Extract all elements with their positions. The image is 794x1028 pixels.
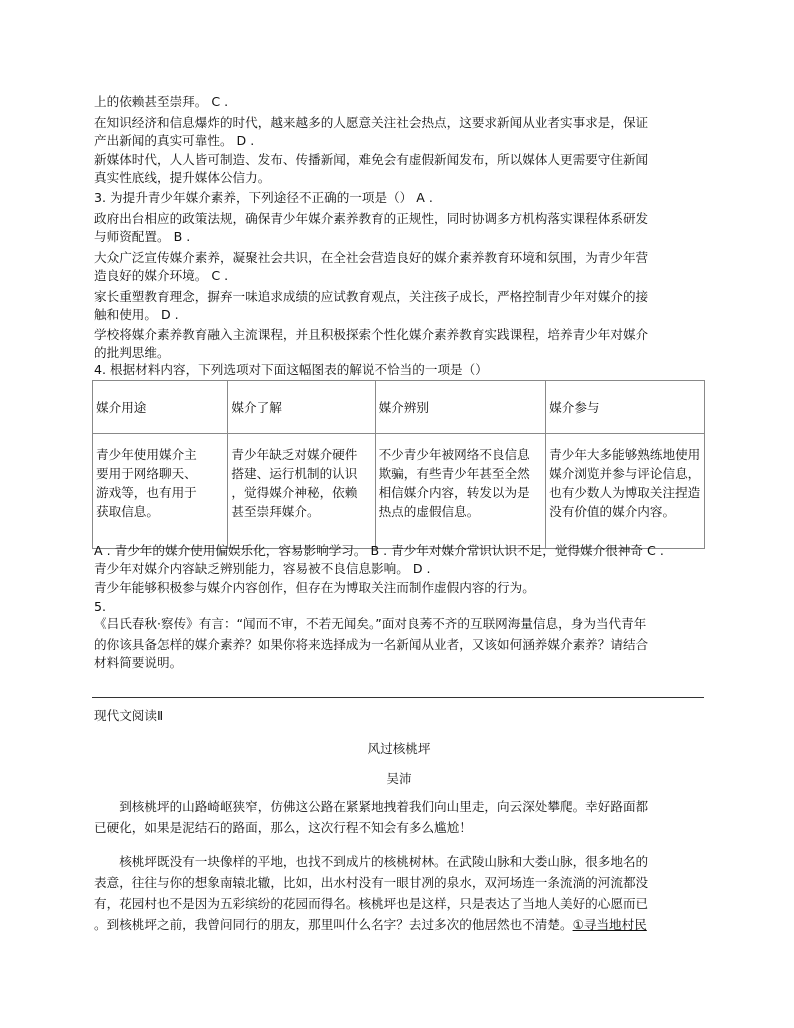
text-line: 在知识经济和信息爆炸的时代，越来越多的人愿意关注社会热点，这要求新闻从业者实事求是，保证 (94, 115, 649, 130)
media-literacy-table (92, 380, 705, 549)
cell-line: 青少年大多能够熟练地使用 (549, 447, 701, 462)
cell-line: 游戏等，也有用于 (96, 485, 197, 500)
question-5: 5. (94, 599, 107, 614)
cell-line: 要用于网络聊天、 (96, 466, 197, 481)
table-header: 媒介用途 (93, 381, 228, 434)
text-line: 造良好的媒介环境。 C . (94, 268, 229, 283)
paragraph-line: 核桃坪既没有一块像样的平地，也找不到成片的核桃树林。在武陵山脉和大娄山脉，很多地名的 (94, 854, 649, 869)
article-author: 吴沛 (386, 771, 412, 786)
table-cell (93, 434, 228, 549)
cell-line: 不少青少年被网络不良信息 (378, 447, 530, 462)
question-4: 4. 根据材料内容，下列选项对下面这幅图表的解说不恰当的一项是（） (94, 362, 488, 377)
paragraph-line: 有，花园村也不是因为五彩缤纷的花园而得名。核桃坪也是这样，只是表达了当地人美好的心愿而已 (94, 896, 649, 911)
text-line: 的批判思维。 (94, 345, 170, 360)
text-line: 触和使用。 D . (94, 307, 179, 322)
article-title: 风过核桃坪 (367, 741, 431, 756)
cell-line: 欺骗，有些青少年甚至全然 (378, 466, 530, 481)
cell-line: 青少年使用媒介主 (96, 447, 197, 462)
table-cell (375, 434, 546, 549)
text-line: 青少年对媒介内容缺乏辨别能力，容易被不良信息影响。 D . (94, 561, 431, 576)
cell-line: 也有少数人为博取关注捏造 (549, 485, 701, 500)
paragraph-line: 表意，往往与你的想象南辕北辙，比如，出水村没有一眼甘冽的泉水，双河场连一条流淌的河流都没 (94, 875, 649, 890)
answer-options: A . 青少年的媒介使用偏娱乐化，容易影响学习。 B . 青少年对媒介常识认识不足，觉得媒介很神奇 C . (94, 543, 664, 558)
option-d: 学校将媒介素养教育融入主流课程，并且积极探索个性化媒介素养教育实践课程，培养青少年对媒介 (94, 327, 649, 342)
table-header-row (93, 381, 705, 434)
table-row (93, 434, 705, 549)
section-title: 现代文阅读Ⅱ (94, 708, 164, 723)
table-header: 媒介辨别 (375, 381, 546, 434)
text-line: 上的依赖甚至崇拜。 C . (94, 94, 229, 109)
cell-line: 甚至崇拜媒介。 (231, 504, 320, 519)
cell-line: 没有价值的媒介内容。 (549, 504, 676, 519)
text-line: 的你该具备怎样的媒介素养？如果你将来选择成为一名新闻从业者，又该如何涵养媒介素养？请结合 (94, 637, 649, 652)
text-line: 材料简要说明。 (94, 655, 183, 670)
option-b: 大众广泛宣传媒介素养，凝聚社会共识，在全社会营造良好的媒介素养教育环境和氛围，为青少年营 (94, 250, 649, 265)
table-cell (546, 434, 705, 549)
underlined-text: ①寻当地村民 (572, 917, 647, 932)
question-3: 3. 为提升青少年媒介素养，下列途径不正确的一项是（） A . (94, 190, 433, 205)
paragraph-line (94, 917, 704, 933)
option-c: 家长重塑教育理念，摒弃一味追求成绩的应试教育观点，关注孩子成长，严格控制青少年对媒介的接 (94, 289, 649, 304)
text-line: 产出新闻的真实可靠性。 D . (94, 133, 255, 148)
text-line: 青少年能够积极参与媒介内容创作，但存在为博取关注而制作虚假内容的行为。 (94, 580, 535, 595)
table-header: 媒介了解 (228, 381, 375, 434)
cell-line: ，觉得媒介神秘，依赖 (231, 485, 358, 500)
cell-line: 媒介浏览并参与评论信息， (549, 466, 701, 481)
text-line: 真实性底线，提升媒体公信力。 (94, 170, 271, 185)
paragraph-text: 。到核桃坪之前，我曾问同行的朋友，那里叫什么名字？去过多次的他居然也不清楚。 (94, 917, 573, 932)
text-line: 与师资配置。 B . (94, 229, 191, 244)
table-header: 媒介参与 (546, 381, 705, 434)
text-line: 新媒体时代，人人皆可制造、发布、传播新闻，难免会有虚假新闻发布，所以媒体人更需要守住新闻 (94, 152, 649, 167)
paragraph-line: 到核桃坪的山路崎岖狭窄，仿佛这公路在紧紧地拽着我们向山里走，向云深处攀爬。幸好路面都 (94, 799, 649, 814)
cell-line: 热点的虚假信息。 (378, 504, 480, 519)
cell-line: 搭建、运行机制的认识 (231, 466, 358, 481)
section-divider (92, 697, 704, 698)
option-a: 政府出台相应的政策法规，确保青少年媒介素养教育的正规性，同时协调多方机构落实课程体系研发 (94, 211, 649, 226)
cell-line: 青少年缺乏对媒介硬件 (231, 447, 358, 462)
paragraph-line: 已硬化，如果是泥结石的路面，那么，这次行程不知会有多么尴尬！ (94, 820, 472, 835)
cell-line: 获取信息。 (96, 504, 159, 519)
table-cell (228, 434, 375, 549)
cell-line: 相信媒介内容，转发以为是 (378, 485, 530, 500)
text-line: 《吕氏春秋·察传》有言：“闻而不审，不若无闻矣。”面对良莠不齐的互联网海量信息，身为当代青年 (94, 616, 647, 631)
